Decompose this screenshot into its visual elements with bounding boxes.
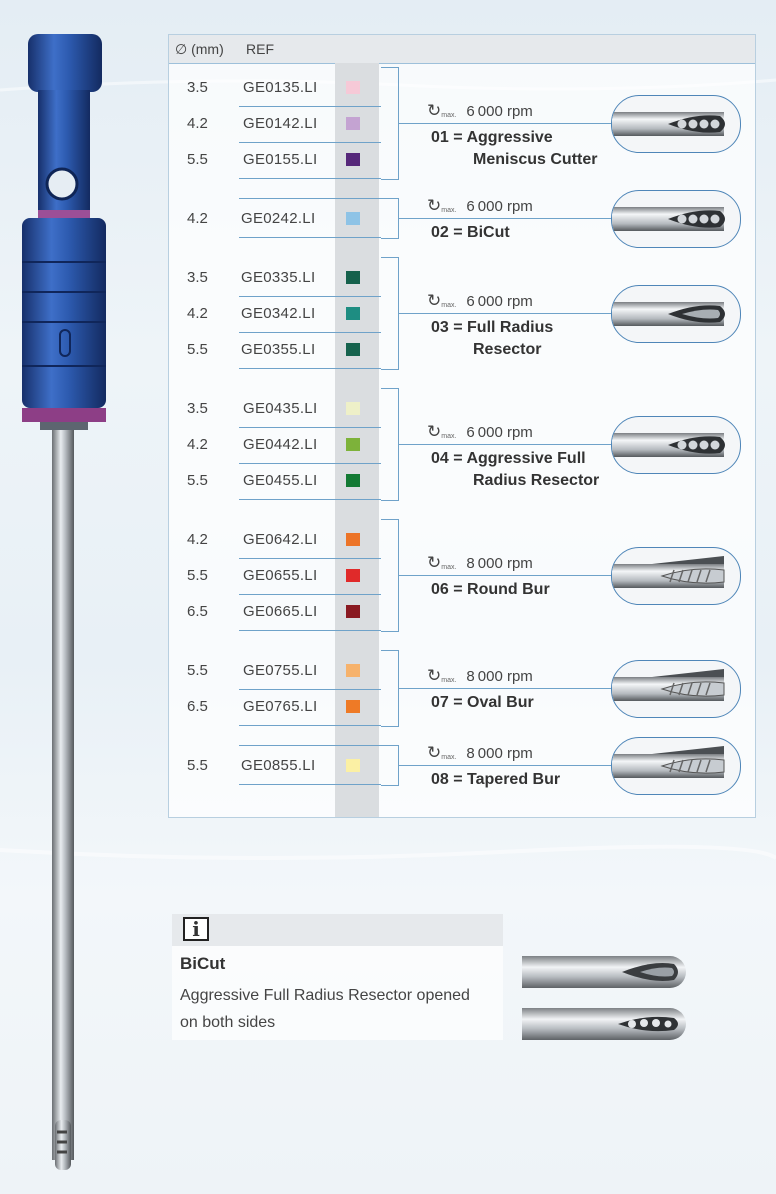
- ref-cell: GE0655.LI: [243, 567, 318, 584]
- rotation-icon: ↻: [427, 101, 442, 120]
- row-divider: [239, 332, 381, 333]
- diameter-cell: 5.5: [187, 472, 208, 489]
- group-connector-line: [399, 218, 611, 219]
- color-code-swatch: [346, 474, 360, 487]
- row-divider: [239, 237, 381, 238]
- row-divider: [239, 178, 381, 179]
- row-divider: [239, 630, 381, 631]
- row-divider: [239, 689, 381, 690]
- color-code-swatch: [346, 343, 360, 356]
- diameter-cell: 5.5: [187, 567, 208, 584]
- ref-cell: GE0442.LI: [243, 436, 318, 453]
- color-code-swatch: [346, 271, 360, 284]
- group-bracket: [381, 388, 399, 501]
- ref-cell: GE0435.LI: [243, 400, 318, 417]
- color-code-swatch: [346, 402, 360, 415]
- blade-type-label-line: 03 = Full Radius: [431, 319, 554, 336]
- row-divider: [239, 463, 381, 464]
- rotation-icon: ↻: [427, 196, 442, 215]
- ref-cell: GE0665.LI: [243, 603, 318, 620]
- rpm-value: 6 000 rpm: [466, 293, 533, 310]
- group-connector-line: [399, 765, 611, 766]
- ref-cell: GE0242.LI: [241, 210, 316, 227]
- group-bracket: [381, 745, 399, 786]
- blade-type-label-line: 07 = Oval Bur: [431, 694, 534, 711]
- ref-cell: GE0342.LI: [241, 305, 316, 322]
- row-divider: [239, 784, 381, 785]
- max-label: max.: [441, 112, 457, 119]
- rpm-value: 8 000 rpm: [466, 745, 533, 762]
- max-speed-label: [427, 196, 533, 216]
- ref-cell: GE0855.LI: [241, 757, 316, 774]
- diameter-cell: 3.5: [187, 400, 208, 417]
- ref-column-header: REF: [246, 41, 274, 57]
- color-code-swatch: [346, 664, 360, 677]
- max-speed-label: [427, 291, 533, 311]
- blade-type-label-line: 02 = BiCut: [431, 224, 510, 241]
- row-divider: [239, 368, 381, 369]
- diameter-cell: 5.5: [187, 151, 208, 168]
- group-connector-line: [399, 313, 611, 314]
- max-label: max.: [441, 677, 457, 684]
- blade-type-label-line: Radius Resector: [473, 472, 600, 489]
- group-connector-line: [399, 575, 611, 576]
- blade-type-label-line: 06 = Round Bur: [431, 581, 550, 598]
- blade-type-label-line: 01 = Aggressive: [431, 129, 553, 146]
- group-bracket: [381, 519, 399, 632]
- info-box: [172, 914, 503, 1040]
- blade-type-label-line: Meniscus Cutter: [473, 151, 598, 168]
- group-bracket: [381, 650, 399, 727]
- info-icon: i: [183, 917, 209, 941]
- product-table: [168, 34, 756, 818]
- rotation-icon: ↻: [427, 743, 442, 762]
- rpm-value: 8 000 rpm: [466, 555, 533, 572]
- blade-type-label: [431, 127, 597, 171]
- rotation-icon: ↻: [427, 666, 442, 685]
- tapered-bur-tip-image: [611, 737, 741, 795]
- color-code-swatch: [346, 212, 360, 225]
- max-speed-label: [427, 666, 533, 686]
- diameter-cell: 6.5: [187, 698, 208, 715]
- max-speed-label: [427, 101, 533, 121]
- blade-type-label-line: 08 = Tapered Bur: [431, 771, 561, 788]
- rotation-icon: ↻: [427, 553, 442, 572]
- info-title: BiCut: [180, 954, 226, 973]
- color-code-swatch: [346, 117, 360, 130]
- diameter-cell: 5.5: [187, 757, 208, 774]
- ref-cell: GE0765.LI: [243, 698, 318, 715]
- round-bur-tip-image: [611, 547, 741, 605]
- diameter-cell: 4.2: [187, 210, 208, 227]
- row-divider: [239, 142, 381, 143]
- aggressive-full-radius-resector-tip-image: [611, 416, 741, 474]
- row-divider: [239, 427, 381, 428]
- color-code-swatch: [346, 533, 360, 546]
- rotation-icon: ↻: [427, 422, 442, 441]
- group-bracket: [381, 67, 399, 180]
- diameter-cell: 4.2: [187, 115, 208, 132]
- row-divider: [239, 745, 381, 746]
- group-connector-line: [399, 444, 611, 445]
- ref-cell: GE0155.LI: [243, 151, 318, 168]
- group-connector-line: [399, 123, 611, 124]
- diameter-column-header: ∅ (mm): [175, 41, 224, 57]
- rpm-value: 6 000 rpm: [466, 103, 533, 120]
- diameter-cell: 6.5: [187, 603, 208, 620]
- blade-type-label: [431, 692, 534, 714]
- row-divider: [239, 499, 381, 500]
- max-speed-label: [427, 743, 533, 763]
- blade-type-label: [431, 579, 550, 601]
- diameter-cell: 4.2: [187, 305, 208, 322]
- row-divider: [239, 594, 381, 595]
- blade-type-label: [431, 222, 510, 244]
- max-speed-label: [427, 422, 533, 442]
- shaver-blade-image: [0, 0, 150, 1194]
- aggressive-meniscus-cutter-tip-image: [611, 95, 741, 153]
- row-divider: [239, 106, 381, 107]
- info-text: Aggressive Full Radius Resector opened on both sides: [180, 987, 470, 1031]
- color-code-swatch: [346, 438, 360, 451]
- bicut-side-view-image: [522, 1006, 688, 1042]
- rotation-icon: ↻: [427, 291, 442, 310]
- max-label: max.: [441, 433, 457, 440]
- diameter-cell: 4.2: [187, 436, 208, 453]
- group-bracket: [381, 198, 399, 239]
- ref-cell: GE0355.LI: [241, 341, 316, 358]
- bicut-tip-image: [611, 190, 741, 248]
- row-divider: [239, 725, 381, 726]
- color-code-swatch: [346, 759, 360, 772]
- diameter-cell: 3.5: [187, 79, 208, 96]
- color-code-swatch: [346, 153, 360, 166]
- blade-type-label-line: Resector: [473, 341, 542, 358]
- color-code-swatch: [346, 81, 360, 94]
- bicut-top-view-image: [522, 954, 688, 990]
- ref-cell: GE0755.LI: [243, 662, 318, 679]
- oval-bur-tip-image: [611, 660, 741, 718]
- color-code-swatch: [346, 605, 360, 618]
- group-bracket: [381, 257, 399, 370]
- row-divider: [239, 296, 381, 297]
- info-box-header: [172, 914, 503, 946]
- diameter-cell: 4.2: [187, 531, 208, 548]
- ref-cell: GE0335.LI: [241, 269, 316, 286]
- color-code-swatch: [346, 700, 360, 713]
- max-label: max.: [441, 207, 457, 214]
- row-divider: [239, 198, 381, 199]
- max-label: max.: [441, 302, 457, 309]
- ref-cell: GE0642.LI: [243, 531, 318, 548]
- max-label: max.: [441, 754, 457, 761]
- ref-cell: GE0135.LI: [243, 79, 318, 96]
- diameter-cell: 5.5: [187, 662, 208, 679]
- max-speed-label: [427, 553, 533, 573]
- rpm-value: 8 000 rpm: [466, 668, 533, 685]
- ref-cell: GE0455.LI: [243, 472, 318, 489]
- table-header: [169, 35, 755, 64]
- blade-type-label: [431, 317, 553, 361]
- group-connector-line: [399, 688, 611, 689]
- color-code-swatch: [346, 569, 360, 582]
- diameter-cell: 3.5: [187, 269, 208, 286]
- ref-cell: GE0142.LI: [243, 115, 318, 132]
- rpm-value: 6 000 rpm: [466, 424, 533, 441]
- blade-type-label: [431, 769, 560, 791]
- color-code-swatch: [346, 307, 360, 320]
- max-label: max.: [441, 564, 457, 571]
- row-divider: [239, 558, 381, 559]
- diameter-cell: 5.5: [187, 341, 208, 358]
- full-radius-resector-tip-image: [611, 285, 741, 343]
- rpm-value: 6 000 rpm: [466, 198, 533, 215]
- blade-type-label-line: 04 = Aggressive Full: [431, 450, 586, 467]
- blade-type-label: [431, 448, 599, 492]
